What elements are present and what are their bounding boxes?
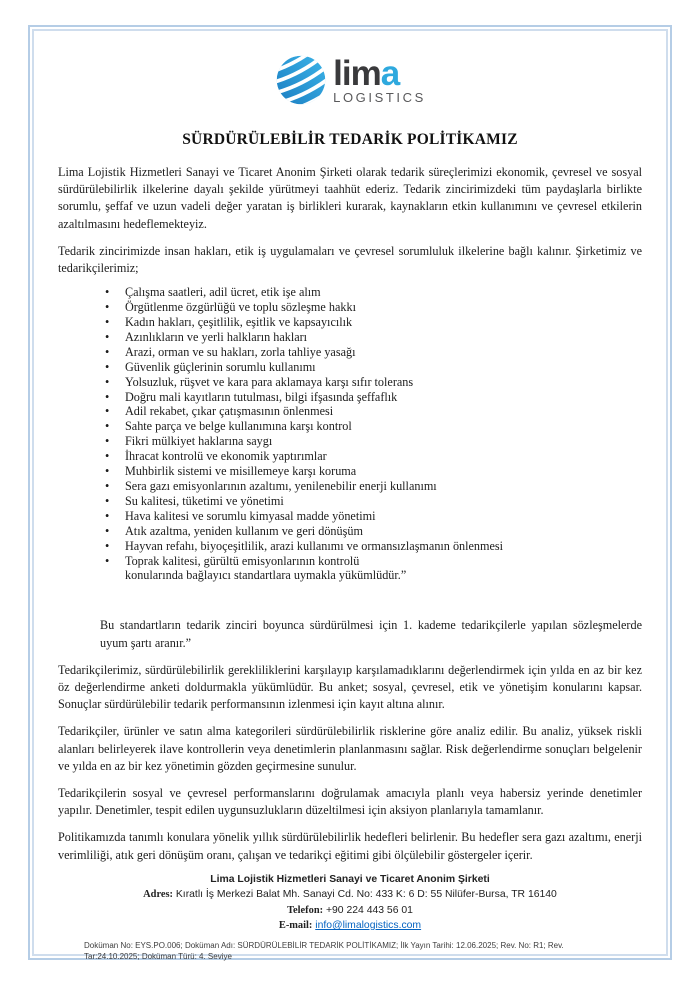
footer-email-line bbox=[58, 918, 642, 933]
phone-label: Telefon: bbox=[287, 904, 324, 916]
body-paragraph: Tedarikçiler, ürünler ve satın alma kategorileri sürdürülebilirlik risklerine göre analiz edilir. Bu analiz, yüksek riskli alanları belirleyerek ilave kontrollerin veya denetimlerin planlanmasını sağlar. Risk değerlendirme sonuçları belgelenir ve yılda en az bir kez yönetimin gözden geçirmesine sunulur. bbox=[58, 724, 642, 773]
policy-bullet-item: • Örgütlenme özgürlüğü ve toplu sözleşme hakkı bbox=[105, 300, 642, 315]
policy-bullet-item: • Adil rekabet, çıkar çatışmasının önlenmesi bbox=[105, 404, 642, 419]
body-paragraph: Politikamızda tanımlı konulara yönelik yıllık sürdürülebilirlik hedefleri belirlenir. Bu hedefler sera gazı azaltımı, enerji verimliliği, atık geri dönüşüm oranı, çalışan ve tedarikçi eğitimi gibi ölçülebilir göstergeler içerir. bbox=[58, 830, 642, 862]
policy-bullet-item: • Azınlıkların ve yerli halkların hakları bbox=[105, 330, 642, 345]
policy-bullet-item: • Hayvan refahı, biyoçeşitlilik, arazi kullanımı ve ormansızlaşmanın önlenmesi bbox=[105, 539, 642, 554]
logo-text bbox=[333, 53, 426, 106]
logo-wordmark bbox=[333, 53, 426, 93]
body-paragraphs bbox=[58, 662, 642, 864]
address-value: Kıratlı İş Merkezi Balat Mh. Sanayi Cd. No: 433 K: 6 D: 55 Nilüfer-Bursa, TR 16140 bbox=[175, 889, 557, 901]
page-border-outer bbox=[28, 25, 672, 960]
policy-bullet-item: • Arazi, orman ve su hakları, zorla tahliye yasağı bbox=[105, 345, 642, 360]
company-logo bbox=[58, 55, 642, 107]
phone-value: +90 224 443 56 01 bbox=[325, 904, 413, 916]
quote-paragraph: Bu standartların tedarik zinciri boyunca sürdürülmesi için 1. kademe tedarikçilerle yapılan sözleşmelerde uyum şartı aranır.” bbox=[100, 618, 642, 650]
policy-bullet-item: • İhracat kontrolü ve ekonomik yaptırımlar bbox=[105, 449, 642, 464]
policy-bullet-item: • Atık azaltma, yeniden kullanım ve geri dönüşüm bbox=[105, 524, 642, 539]
page-title: SÜRDÜRÜLEBİLİR TEDARİK POLİTİKAMIZ bbox=[182, 131, 518, 148]
email-link[interactable]: info@limalogistics.com bbox=[315, 920, 422, 931]
intro-paragraph-2: Tedarik zincirimizde insan hakları, etik iş uygulamaları ve çevresel sorumluluk ilkelerine bağlı kalınır. Şirketimiz ve tedarikçilerimiz; bbox=[58, 243, 642, 276]
policy-bullet-item: • Güvenlik güçlerinin sorumlu kullanımı bbox=[105, 360, 642, 375]
logo-subtitle: LOGISTICS bbox=[333, 90, 426, 106]
footer-contact-block bbox=[58, 872, 642, 934]
body-paragraph: Tedarikçilerimiz, sürdürülebilirlik gerekliliklerini karşılayıp karşılamadıklarını değerlendirmek için yılda en az bir kez öz değerlendirme anketi doldurmakla yükümlüdür. Bu anket; sosyal, çevresel, etik ve yönetişim konularını kapsar. Sonuçlar sürdürülebilir tedarik performansının izlenmesi için kayıt altına alınır. bbox=[58, 662, 642, 712]
body-paragraph: Tedarikçilerin sosyal ve çevresel performanslarını doğrulamak amacıyla planlı veya habersiz yerinde denetimler yapılır. Denetimler, tespit edilen uygunsuzlukların düzeltilmesi için aksiyon planlarıyla tamamlanır. bbox=[58, 785, 642, 818]
policy-bullet-list bbox=[58, 285, 642, 568]
intro-paragraph-1: Lima Lojistik Hizmetleri Sanayi ve Ticaret Anonim Şirketi olarak tedarik süreçlerimizi ekonomik, çevresel ve sosyal sürdürülebilirlik ilkelerine dayalı şekilde yürütmeyi taahhüt ederiz. Tedarik zincirimizdeki tüm paydaşlarla birlikte sorumlu, şeffaf ve uzun vadeli değer yaratan iş birlikleri kurarak, kaynakların etkin kullanımını ve çevresel etkilerin azaltılmasını hedeflemekteyiz. bbox=[58, 165, 642, 231]
policy-bullet-item: • Doğru mali kayıtların tutulması, bilgi ifşasında şeffaflık bbox=[105, 390, 642, 405]
globe-icon bbox=[274, 53, 328, 107]
policy-bullet-item: • Kadın hakları, çeşitlilik, eşitlik ve kapsayıcılık bbox=[105, 315, 642, 330]
footer-phone-line bbox=[58, 903, 642, 918]
policy-bullet-item: • Muhbirlik sistemi ve misillemeye karşı koruma bbox=[105, 464, 642, 479]
policy-bullet-item: • Çalışma saatleri, adil ücret, etik işe alım bbox=[105, 285, 642, 300]
email-label: E-mail: bbox=[278, 920, 313, 931]
policy-bullet-item: • Sahte parça ve belge kullanımına karşı kontrol bbox=[105, 419, 642, 434]
logo-word-dark: lim bbox=[333, 53, 381, 93]
policy-bullet-item: • Sera gazı emisyonlarının azaltımı, yenilenebilir enerji kullanımı bbox=[105, 479, 642, 494]
address-label: Adres: bbox=[143, 889, 173, 901]
policy-bullet-item: • Toprak kalitesi, gürültü emisyonlarının kontrolü bbox=[105, 554, 642, 569]
page-border-inner bbox=[32, 29, 668, 961]
footer-address-line bbox=[58, 887, 642, 902]
logo-word-accent: a bbox=[380, 53, 400, 93]
policy-bullet-item: • Fikri mülkiyet haklarına saygı bbox=[105, 434, 642, 449]
policy-bullet-item: • Hava kalitesi ve sorumlu kimyasal madde yönetimi bbox=[105, 509, 642, 524]
policy-bullet-item: • Su kalitesi, tüketimi ve yönetimi bbox=[105, 494, 642, 509]
document-control-line: Doküman No: EYS.PO.006; Doküman Adı: SÜRDÜRÜLEBİLİR TEDARİK POLİTİKAMIZ; İlk Yayın Tarihi: 12.06.2025; Rev. No: R1; Rev. Tar:24.10.2025; Doküman Türü: 4. Seviye bbox=[84, 941, 564, 961]
footer-company-name: Lima Lojistik Hizmetleri Sanayi ve Ticaret Anonim Şirketi bbox=[210, 873, 490, 885]
policy-bullet-item: • Yolsuzluk, rüşvet ve kara para aklamaya karşı sıfır tolerans bbox=[105, 375, 642, 390]
bullet-list-continuation: konularında bağlayıcı standartlara uymakla yükümlüdür.” bbox=[125, 568, 407, 583]
